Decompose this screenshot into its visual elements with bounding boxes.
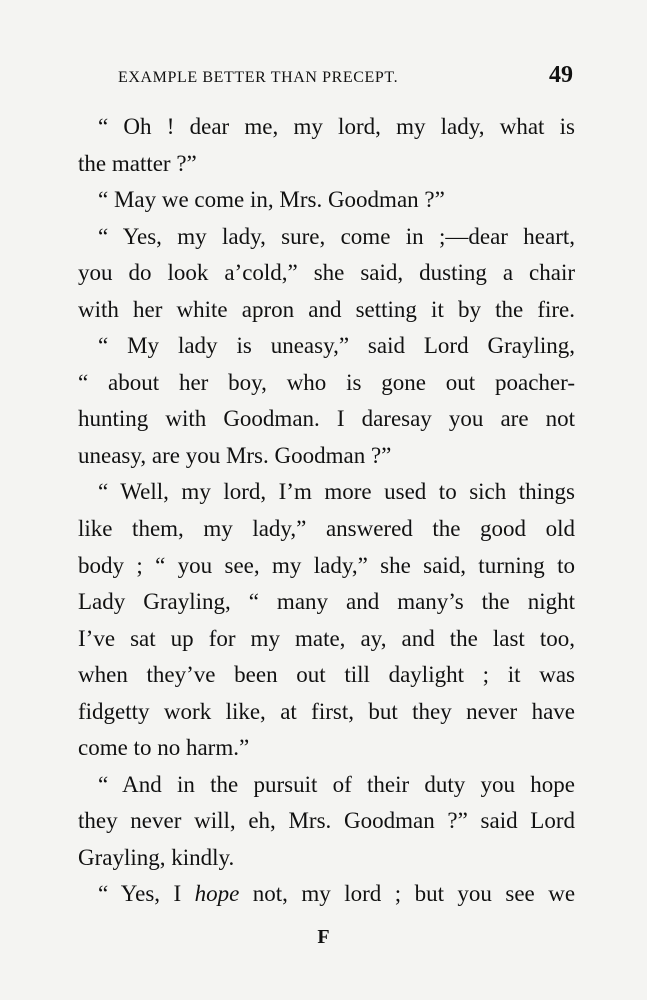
text-line: with her white apron and setting it by the fire. (78, 296, 575, 322)
page-number: 49 (549, 62, 573, 88)
text-line: “ May we come in, Mrs. Goodman ?” (98, 187, 445, 213)
text-line: I’ve sat up for my mate, ay, and the last too, (78, 625, 575, 651)
running-header (118, 62, 573, 86)
emphasis-word: hope (194, 881, 240, 907)
text-line: “ Oh ! dear me, my lord, my lady, what is (98, 114, 575, 139)
text-line: hunting with Goodman. I daresay you are not (78, 406, 575, 432)
text-fragment: not, my lord ; but you see we (252, 881, 576, 907)
text-line: “ My lady is uneasy,” said Lord Grayling, (98, 333, 575, 359)
text-line: the matter ?” (78, 150, 197, 176)
text-line: “ about her boy, who is gone out poacher- (78, 369, 575, 395)
text-line: come to no harm.” (78, 735, 250, 761)
text-line: like them, my lady,” answered the good old (78, 516, 575, 542)
text-line: they never will, eh, Mrs. Goodman ?” said Lord (78, 808, 575, 834)
text-line: body ; “ you see, my lady,” she said, turning to (78, 552, 575, 578)
text-line: when they’ve been out till daylight ; it was (78, 662, 575, 688)
text-line: you do look a’cold,” she said, dusting a chair (78, 260, 575, 286)
text-line: Lady Grayling, “ many and many’s the night (78, 589, 575, 615)
text-line: Grayling, kindly. (78, 844, 235, 870)
text-line: “ Yes, my lady, sure, come in ;—dear heart, (98, 223, 575, 249)
body-text (78, 109, 575, 913)
text-fragment: “ Yes, I (98, 881, 182, 907)
text-line: “ And in the pursuit of their duty you hope (98, 771, 575, 797)
text-line-with-emphasis (78, 876, 575, 913)
text-line: uneasy, are you Mrs. Goodman ?” (78, 442, 392, 468)
text-line: “ Well, my lord, I’m more used to sich things (98, 479, 575, 505)
header-title: EXAMPLE BETTER THAN PRECEPT. (118, 69, 399, 86)
signature-mark: F (317, 926, 330, 948)
text-line: fidgetty work like, at first, but they never have (78, 698, 575, 724)
